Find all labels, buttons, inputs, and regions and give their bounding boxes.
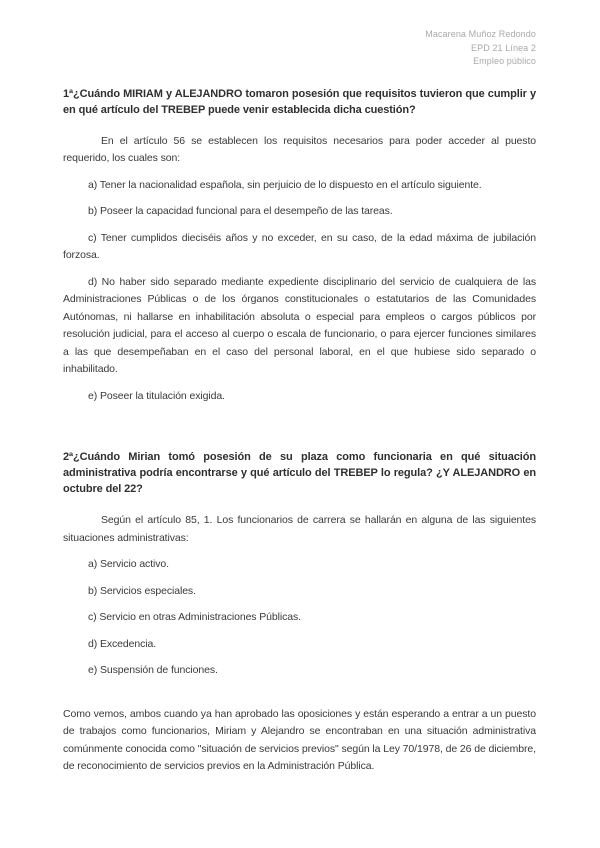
question-2-heading: 2ª¿Cuándo Mirian tomó posesión de su plaza como funcionaria en qué situación administrativa podría encontrarse y qué artículo del TREBEP lo regula? ¿Y ALEJANDRO en octubre del 22?	[63, 451, 536, 495]
document-header	[63, 28, 536, 69]
list-item: d) No haber sido separado mediante expediente disciplinario del servicio de cualquiera de las Administraciones Públicas o de los órganos constitucionales o estatutarios de las Comunidades Autónomas, ni hallarse en inhabilitación absoluta o especial para empleos o cargos públicos por resolución judicial, para el acceso al cuerpo o escala de funcionario, o para ejercer funciones similares a las que desempeñaban en el caso del personal laboral, en el que hubiese sido separado o inhabilitado.	[63, 275, 536, 375]
list-item: c) Servicio en otras Administraciones Públicas.	[88, 611, 301, 623]
question-1-intro: En el artículo 56 se establecen los requisitos necesarios para poder acceder al puesto requerido, los cuales son:	[63, 134, 536, 164]
closing-paragraph: Como vemos, ambos cuando ya han aprobado las oposiciones y están esperando a entrar a un puesto de trabajos como funcionarios, Miriam y Alejandro se encontraban en una situación administrativa comúnmente conocida como "situación de servicios previos" según la Ley 70/1978, de 26 de diciembre, de reconocimiento de servicios previos en la Administración Pública.	[63, 707, 536, 772]
list-item: a) Tener la nacionalidad española, sin perjuicio de lo dispuesto en el artículo siguiente.	[88, 178, 482, 191]
list-item: b) Poseer la capacidad funcional para el desempeño de las tareas.	[88, 205, 393, 217]
list-item: b) Servicios especiales.	[88, 584, 196, 597]
header-subject: Empleo público	[473, 56, 536, 66]
list-item: d) Excedencia.	[88, 637, 157, 650]
list-item: c) Tener cumplidos dieciséis años y no exceder, en su caso, de la edad máxima de jubilación forzosa.	[63, 231, 536, 261]
question-2-intro: Según el artículo 85, 1. Los funcionarios de carrera se hallarán en alguna de las siguientes situaciones administrativas:	[63, 514, 536, 544]
question-1-heading: 1ª¿Cuándo MIRIAM y ALEJANDRO tomaron posesión que requisitos tuvieron que cumplir y en qué artículo del TREBEP puede venir establecida dicha cuestión?	[63, 87, 536, 116]
list-item: e) Suspensión de funciones.	[88, 664, 218, 676]
header-author: Macarena Muñoz Redondo	[425, 29, 536, 39]
list-item: a) Servicio activo.	[88, 558, 169, 570]
list-item: e) Poseer la titulación exigida.	[88, 389, 225, 402]
header-course: EPD 21 Línea 2	[471, 42, 536, 53]
